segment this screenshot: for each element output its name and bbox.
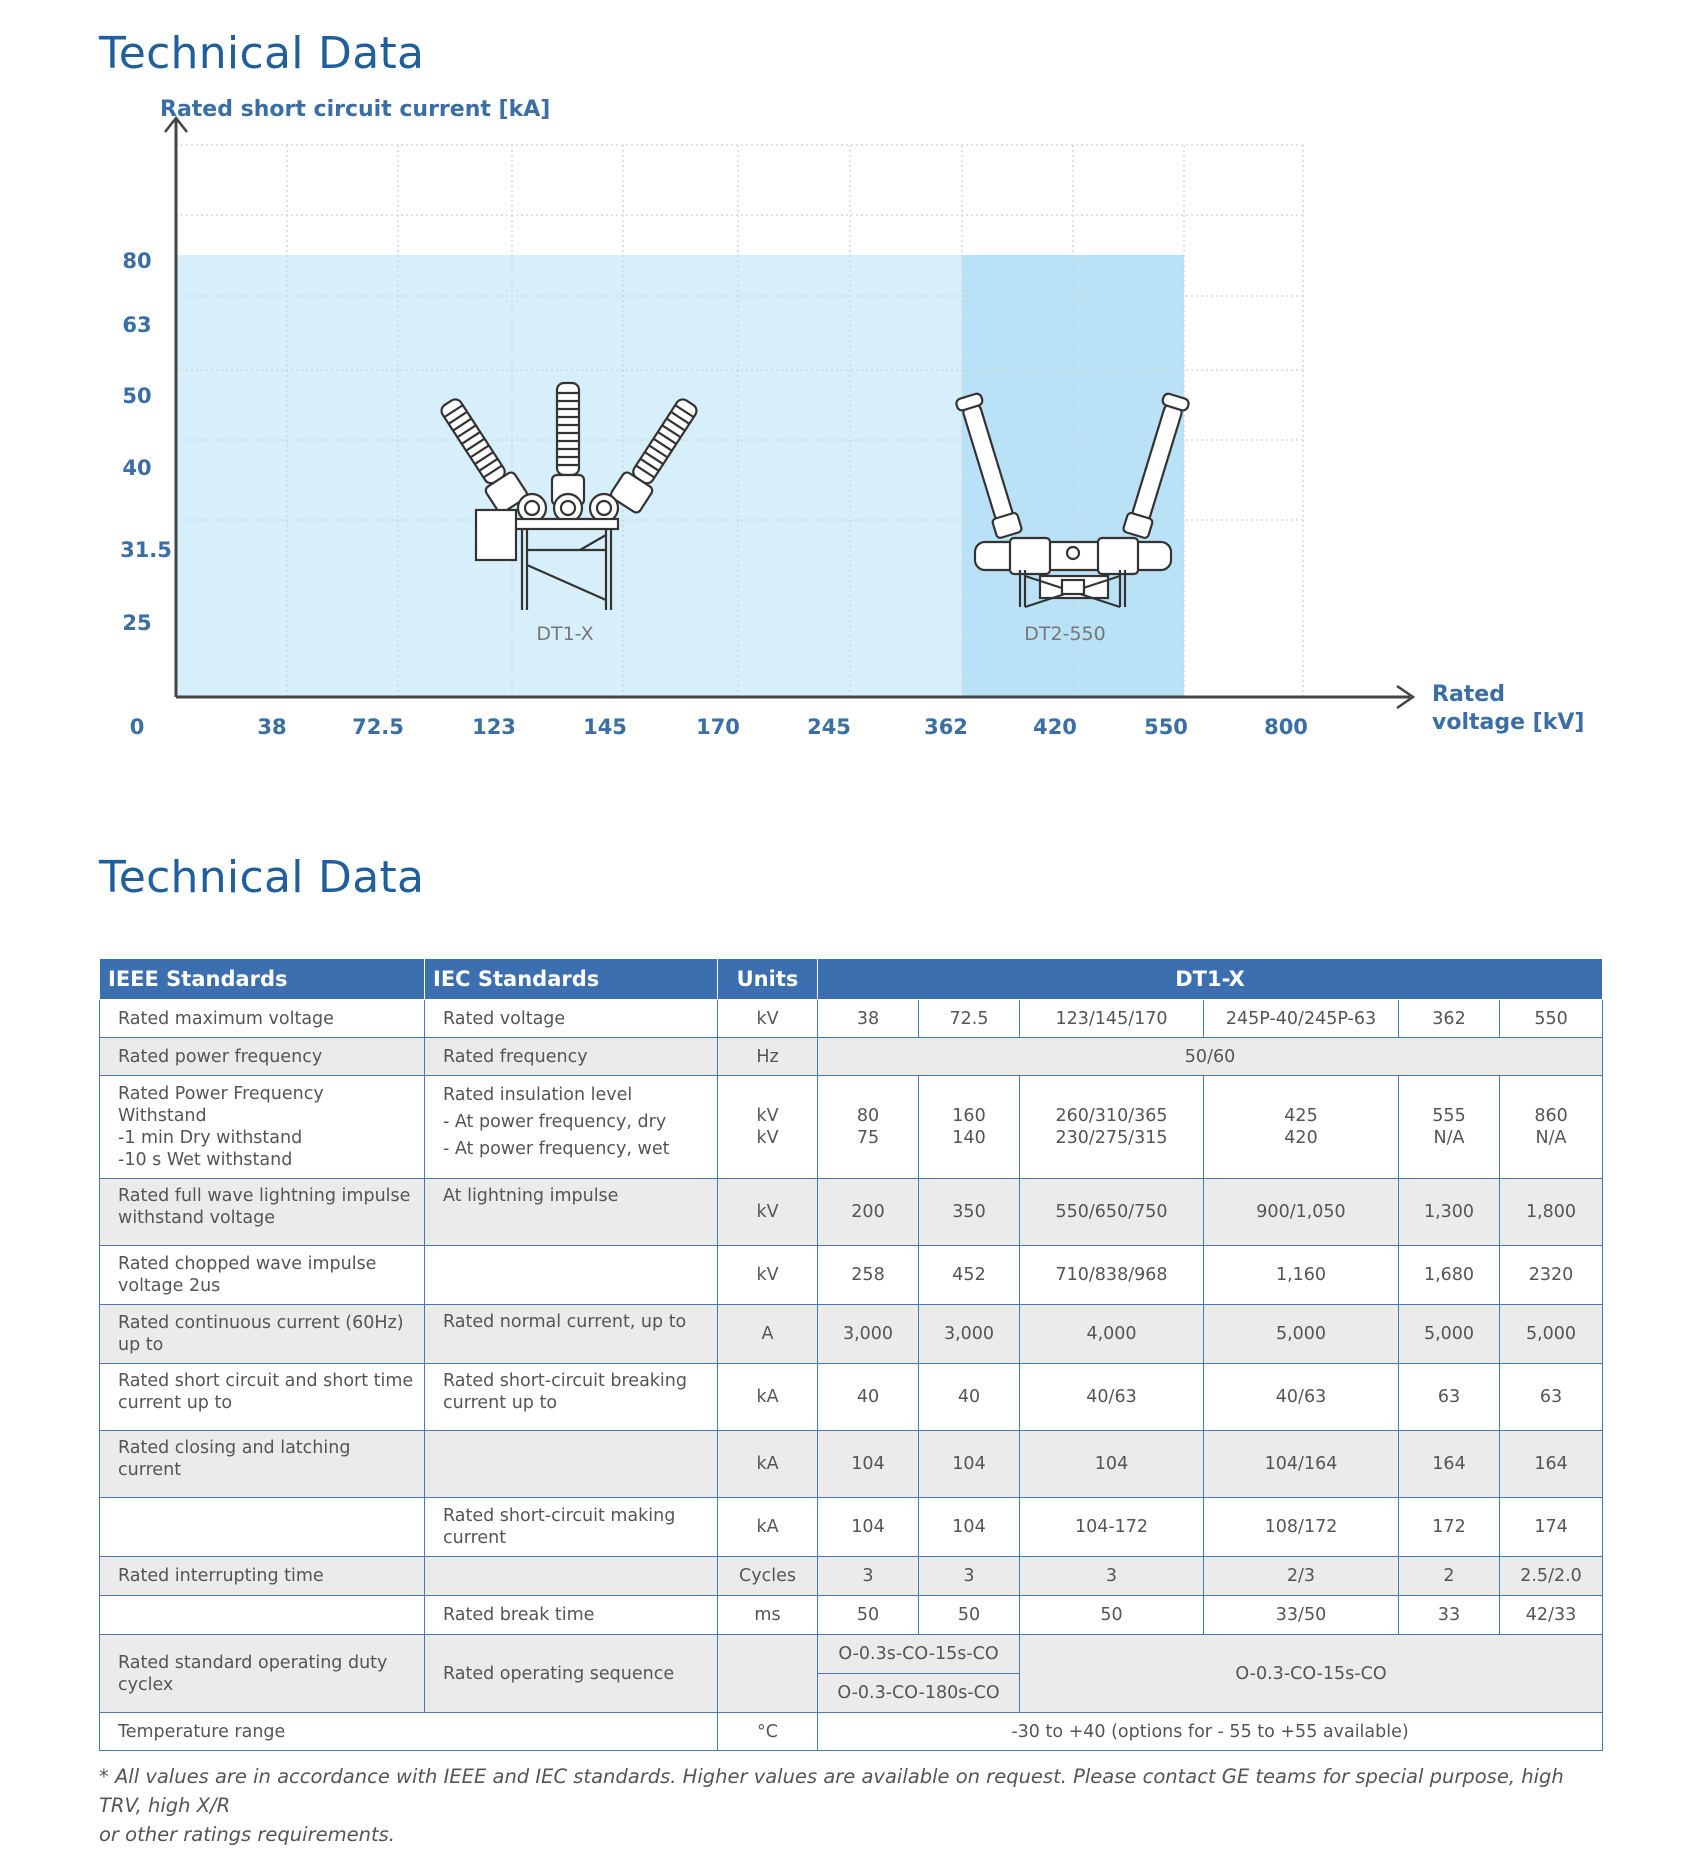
text-line: Rated short-circuit making bbox=[443, 1506, 676, 1526]
y-tick-label: 25 bbox=[122, 611, 152, 635]
text-line: 860 bbox=[1534, 1106, 1568, 1126]
cell-value: 33 bbox=[1399, 1596, 1500, 1635]
cell-value: 104 bbox=[818, 1431, 919, 1498]
cell-value bbox=[1500, 1076, 1603, 1179]
text-line: cyclex bbox=[118, 1674, 174, 1695]
cell-value-merged: 50/60 bbox=[818, 1038, 1603, 1076]
table-row bbox=[100, 1364, 1603, 1431]
table-row bbox=[100, 1076, 1603, 1179]
table-row bbox=[100, 1305, 1603, 1364]
text-line: 140 bbox=[952, 1128, 986, 1148]
header-units: Units bbox=[718, 959, 818, 1000]
cell-value: 108/172 bbox=[1204, 1498, 1399, 1557]
cell-unit: A bbox=[718, 1305, 818, 1364]
text-line: Rated continuous current (60Hz) bbox=[118, 1313, 404, 1333]
cell-value: 1,300 bbox=[1399, 1179, 1500, 1246]
cell-value: 4,000 bbox=[1020, 1305, 1204, 1364]
cell-ieee bbox=[100, 1305, 425, 1364]
x-tick-label: 38 bbox=[257, 715, 287, 739]
cell-iec bbox=[425, 1498, 718, 1557]
text-line: N/A bbox=[1535, 1128, 1567, 1148]
table-row bbox=[100, 1635, 1603, 1674]
text-line: withstand voltage bbox=[118, 1208, 275, 1228]
cell-value: 710/838/968 bbox=[1020, 1246, 1204, 1305]
cell-value: 3 bbox=[1020, 1557, 1204, 1596]
x-tick-label: 550 bbox=[1144, 715, 1188, 739]
cell-ieee: Rated interrupting time bbox=[100, 1557, 425, 1596]
cell-unit: kV bbox=[718, 1179, 818, 1246]
cell-iec bbox=[425, 1364, 718, 1431]
table-row bbox=[100, 1431, 1603, 1498]
cell-value: 2.5/2.0 bbox=[1500, 1557, 1603, 1596]
cell-value bbox=[1020, 1076, 1204, 1179]
cell-sequence-merged: O-0.3-CO-15s-CO bbox=[1020, 1635, 1603, 1713]
cell-value: 50 bbox=[1020, 1596, 1204, 1635]
cell-value: 40 bbox=[818, 1364, 919, 1431]
x-tick-label: 362 bbox=[924, 715, 968, 739]
text-line: 230/275/315 bbox=[1055, 1128, 1168, 1148]
y-tick-label: 80 bbox=[122, 249, 152, 273]
footnote-line: * All values are in accordance with IEEE and IEC standards. Higher values are available on request. Please contact GE teams for special purpose, high TRV, high X/R bbox=[99, 1765, 1564, 1817]
text-line: -10 s Wet withstand bbox=[118, 1150, 293, 1170]
cell-value: 550 bbox=[1500, 1000, 1603, 1038]
text-line: Withstand bbox=[118, 1106, 207, 1126]
text-line: 160 bbox=[952, 1106, 986, 1126]
cell-value bbox=[1204, 1076, 1399, 1179]
table-header-row: IEEE Standards IEC Standards Units DT1-X DT2 bbox=[100, 959, 1603, 1000]
cell-value: 245P-40/245P-63 bbox=[1204, 1000, 1399, 1038]
short-circuit-voltage-chart bbox=[0, 97, 1700, 770]
cell-value bbox=[818, 1076, 919, 1179]
cell-value: 72.5 bbox=[919, 1000, 1020, 1038]
text-line: kV bbox=[756, 1106, 779, 1126]
y-tick-label: 63 bbox=[122, 313, 152, 337]
table-section-title: Technical Data bbox=[99, 852, 425, 903]
cell-value: 200 bbox=[818, 1179, 919, 1246]
cell-value: 3 bbox=[818, 1557, 919, 1596]
table-row bbox=[100, 1246, 1603, 1305]
footnote-line: or other ratings requirements. bbox=[99, 1823, 395, 1846]
cell-value: 40 bbox=[919, 1364, 1020, 1431]
cell-iec bbox=[425, 1557, 718, 1596]
cell-iec: Rated break time bbox=[425, 1596, 718, 1635]
cell-value: 33/50 bbox=[1204, 1596, 1399, 1635]
cell-unit: kA bbox=[718, 1364, 818, 1431]
text-line: Rated standard operating duty bbox=[118, 1652, 388, 1673]
cell-value: 2 bbox=[1399, 1557, 1500, 1596]
cell-value: 550/650/750 bbox=[1020, 1179, 1204, 1246]
table-row bbox=[100, 1179, 1603, 1246]
cell-value: 258 bbox=[818, 1246, 919, 1305]
cell-value: 164 bbox=[1500, 1431, 1603, 1498]
cell-value: 40/63 bbox=[1020, 1364, 1204, 1431]
cell-ieee: Rated power frequency bbox=[100, 1038, 425, 1076]
cell-iec: Rated frequency bbox=[425, 1038, 718, 1076]
table-row bbox=[100, 1557, 1603, 1596]
cell-ieee bbox=[100, 1364, 425, 1431]
cell-iec: Rated operating sequence bbox=[425, 1635, 718, 1713]
cell-iec: Rated voltage bbox=[425, 1000, 718, 1038]
cell-value: 123/145/170 bbox=[1020, 1000, 1204, 1038]
cell-value: 5,000 bbox=[1399, 1305, 1500, 1364]
cell-ieee bbox=[100, 1246, 425, 1305]
text-line: voltage 2us bbox=[118, 1276, 221, 1296]
cell-value: 2/3 bbox=[1204, 1557, 1399, 1596]
cell-value: 63 bbox=[1399, 1364, 1500, 1431]
text-line: kV bbox=[756, 1128, 779, 1148]
y-tick-label: 31.5 bbox=[120, 538, 172, 562]
text-line: Rated short-circuit breaking bbox=[443, 1371, 687, 1391]
cell-value: 362 bbox=[1399, 1000, 1500, 1038]
x-tick-label: 72.5 bbox=[352, 715, 404, 739]
cell-unit: kA bbox=[718, 1431, 818, 1498]
cell-value: 350 bbox=[919, 1179, 1020, 1246]
cell-unit: kV bbox=[718, 1246, 818, 1305]
footnote bbox=[99, 1762, 1599, 1849]
cell-iec: Rated normal current, up to bbox=[425, 1305, 718, 1364]
text-line: 420 bbox=[1284, 1128, 1318, 1148]
x-tick-label: 245 bbox=[807, 715, 851, 739]
cell-unit bbox=[718, 1076, 818, 1179]
cell-unit: Hz bbox=[718, 1038, 818, 1076]
cell-ieee: Temperature range bbox=[100, 1713, 718, 1751]
text-line: -1 min Dry withstand bbox=[118, 1128, 303, 1148]
cell-ieee: Rated maximum voltage bbox=[100, 1000, 425, 1038]
text-line: 260/310/365 bbox=[1055, 1106, 1168, 1126]
cell-value-merged: -30 to +40 (options for - 55 to +55 available) bbox=[818, 1713, 1603, 1751]
text-line: Rated short circuit and short time bbox=[118, 1371, 414, 1391]
cell-value: 1,160 bbox=[1204, 1246, 1399, 1305]
header-dt1x: DT1-X bbox=[818, 959, 1603, 1000]
cell-value: 104/164 bbox=[1204, 1431, 1399, 1498]
cell-value: 3,000 bbox=[818, 1305, 919, 1364]
cell-value: 1,800 bbox=[1500, 1179, 1603, 1246]
x-tick-label: 800 bbox=[1264, 715, 1308, 739]
cell-value: 104 bbox=[818, 1498, 919, 1557]
table-row bbox=[100, 1596, 1603, 1635]
x-axis-label-line1: Rated bbox=[1432, 682, 1505, 707]
cell-ieee bbox=[100, 1498, 425, 1557]
text-line: - At power frequency, wet bbox=[443, 1139, 670, 1159]
cell-unit: ms bbox=[718, 1596, 818, 1635]
cell-ieee bbox=[100, 1596, 425, 1635]
text-line: Rated full wave lightning impulse bbox=[118, 1186, 411, 1206]
cell-iec bbox=[425, 1076, 718, 1179]
table-row bbox=[100, 1713, 1603, 1751]
text-line: current up to bbox=[443, 1393, 558, 1413]
cell-ieee: Rated closing and latching current bbox=[100, 1431, 425, 1498]
cell-unit bbox=[718, 1635, 818, 1713]
cell-value: 50 bbox=[919, 1596, 1020, 1635]
technical-data-table bbox=[99, 959, 1658, 1751]
x-tick-label: 420 bbox=[1033, 715, 1077, 739]
text-line: Rated Power Frequency bbox=[118, 1084, 324, 1104]
x-tick-label: 170 bbox=[696, 715, 740, 739]
cell-value: 104-172 bbox=[1020, 1498, 1204, 1557]
cell-value: 42/33 bbox=[1500, 1596, 1603, 1635]
x-axis-label-line2: voltage [kV] bbox=[1432, 710, 1585, 735]
cell-value: 174 bbox=[1500, 1498, 1603, 1557]
y-axis-label: Rated short circuit current [kA] bbox=[160, 97, 551, 122]
cell-iec: At lightning impulse bbox=[425, 1179, 718, 1246]
cell-sequence-b: O-0.3-CO-180s-CO bbox=[818, 1674, 1020, 1713]
y-tick-label: 40 bbox=[122, 456, 152, 480]
cell-value: 63 bbox=[1500, 1364, 1603, 1431]
cell-iec bbox=[425, 1431, 718, 1498]
text-line: Rated chopped wave impulse bbox=[118, 1254, 377, 1274]
cell-unit: kA bbox=[718, 1498, 818, 1557]
text-line: 80 bbox=[856, 1106, 880, 1126]
cell-unit: kV bbox=[718, 1000, 818, 1038]
text-line: current up to bbox=[118, 1393, 233, 1413]
cell-value: 104 bbox=[919, 1431, 1020, 1498]
y-tick-label: 0 bbox=[129, 715, 145, 739]
cell-value: 38 bbox=[818, 1000, 919, 1038]
y-tick-label: 50 bbox=[122, 384, 152, 408]
product-label-dt2-550: DT2-550 bbox=[1024, 623, 1106, 645]
cell-ieee bbox=[100, 1635, 425, 1713]
cell-value: 104 bbox=[919, 1498, 1020, 1557]
cell-unit: Cycles bbox=[718, 1557, 818, 1596]
text-line: up to bbox=[118, 1335, 164, 1355]
cell-value: 3 bbox=[919, 1557, 1020, 1596]
cell-value: 164 bbox=[1399, 1431, 1500, 1498]
cell-value bbox=[1399, 1076, 1500, 1179]
text-line: N/A bbox=[1433, 1128, 1465, 1148]
header-ieee: IEEE Standards bbox=[100, 959, 425, 1000]
cell-unit: °C bbox=[718, 1713, 818, 1751]
table-row bbox=[100, 1038, 1603, 1076]
cell-sequence-a: O-0.3s-CO-15s-CO bbox=[818, 1635, 1020, 1674]
cell-ieee bbox=[100, 1076, 425, 1179]
chart-section-title: Technical Data bbox=[99, 28, 425, 79]
cell-value: 3,000 bbox=[919, 1305, 1020, 1364]
cell-value: 5,000 bbox=[1204, 1305, 1399, 1364]
cell-value bbox=[919, 1076, 1020, 1179]
cell-value: 104 bbox=[1020, 1431, 1204, 1498]
table-row bbox=[100, 1000, 1603, 1038]
x-tick-label: 145 bbox=[583, 715, 627, 739]
text-line: 425 bbox=[1284, 1106, 1318, 1126]
cell-iec bbox=[425, 1246, 718, 1305]
text-line: 75 bbox=[856, 1128, 880, 1148]
cell-ieee bbox=[100, 1179, 425, 1246]
cell-value: 452 bbox=[919, 1246, 1020, 1305]
cell-value: 5,000 bbox=[1500, 1305, 1603, 1364]
text-line: 555 bbox=[1432, 1106, 1466, 1126]
cell-value: 2320 bbox=[1500, 1246, 1603, 1305]
cell-value: 172 bbox=[1399, 1498, 1500, 1557]
cell-value: 900/1,050 bbox=[1204, 1179, 1399, 1246]
header-iec: IEC Standards bbox=[425, 959, 718, 1000]
product-label-dt1x: DT1-X bbox=[536, 623, 594, 645]
cell-value: 40/63 bbox=[1204, 1364, 1399, 1431]
text-line: current bbox=[443, 1528, 507, 1548]
cell-value: 50 bbox=[818, 1596, 919, 1635]
cell-value: 1,680 bbox=[1399, 1246, 1500, 1305]
x-tick-label: 123 bbox=[472, 715, 516, 739]
text-line: - At power frequency, dry bbox=[443, 1112, 667, 1132]
text-line: Rated insulation level bbox=[443, 1085, 633, 1105]
table-row bbox=[100, 1498, 1603, 1557]
